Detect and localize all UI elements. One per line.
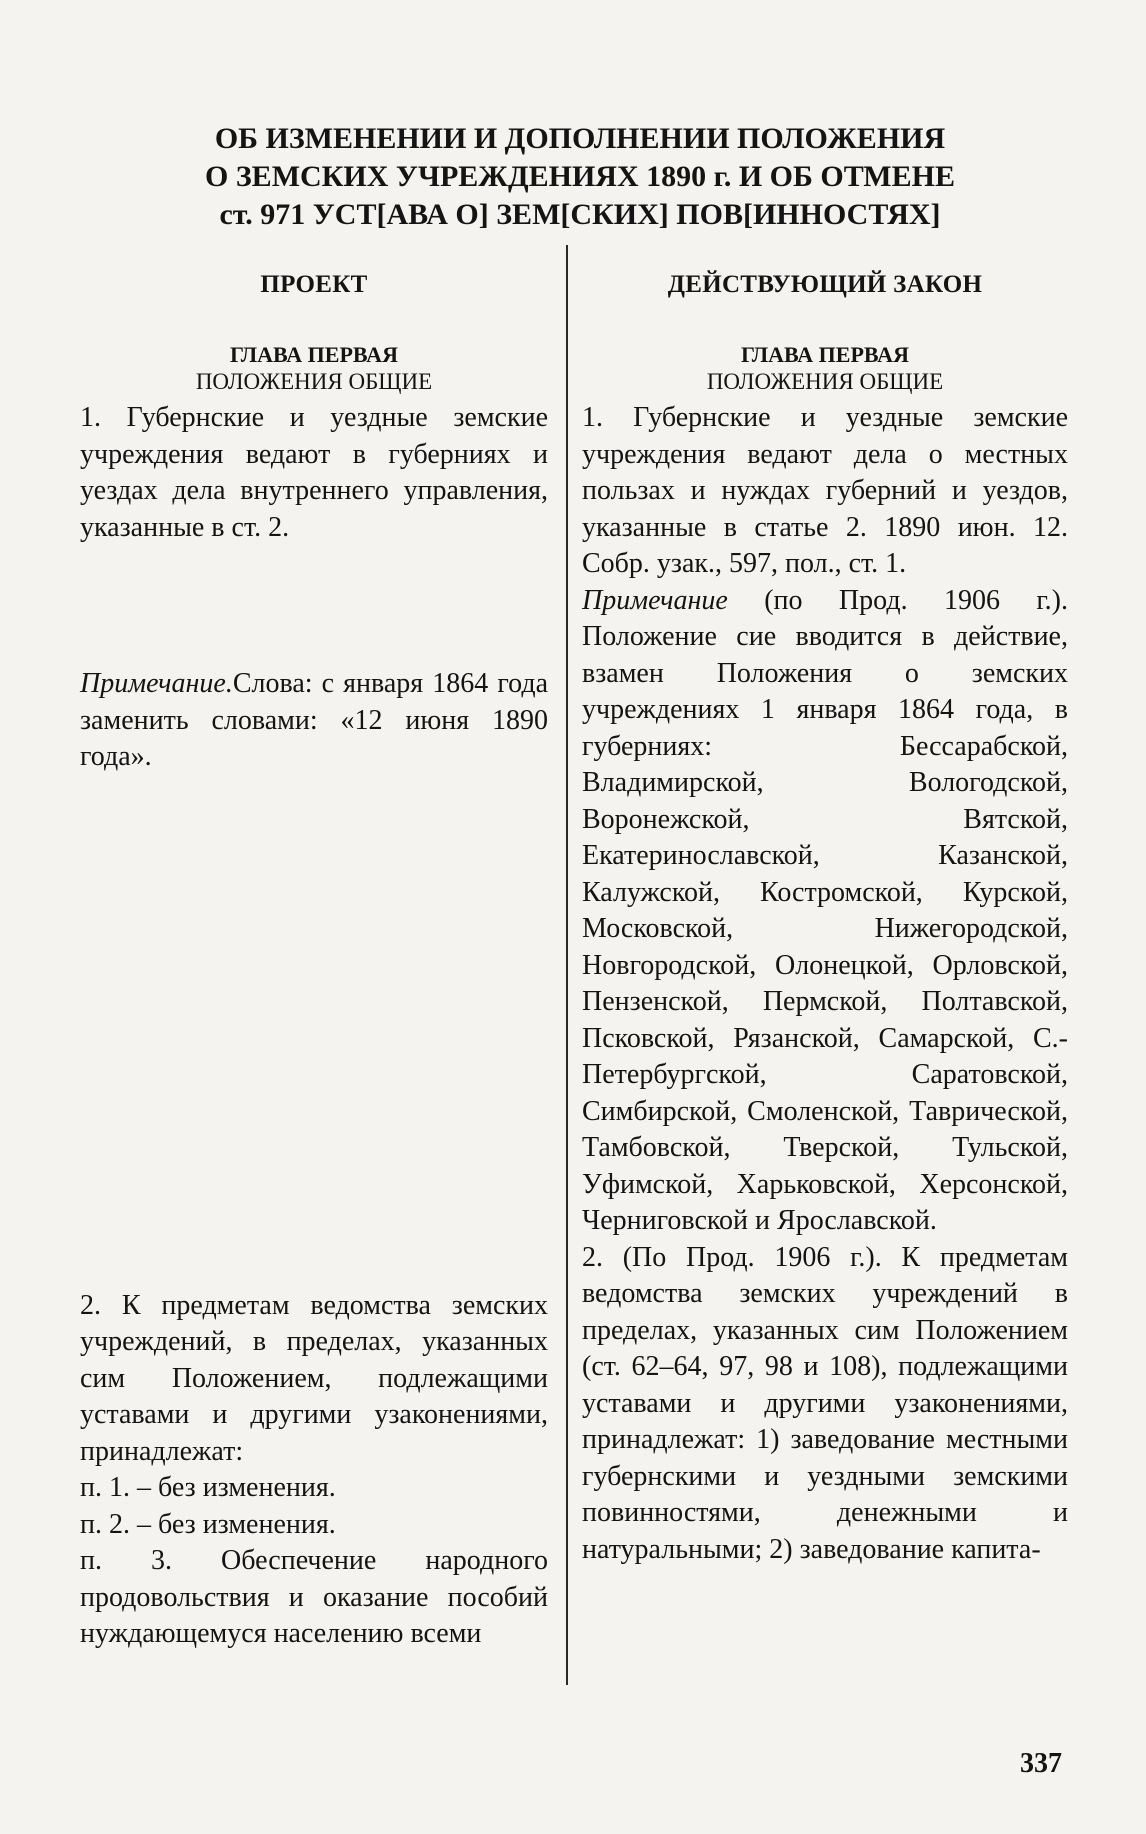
right-note-label: Примечание (582, 584, 728, 616)
title-line-1: ОБ ИЗМЕНЕНИИ И ДОПОЛНЕНИИ ПОЛОЖЕНИЯ (214, 122, 946, 155)
right-column (582, 270, 1068, 1568)
left-column-heading: ПРОЕКТ (260, 271, 368, 298)
left-note-text: Слова: с января 1864 года заменить словами: «12 июня 1890 года». (80, 668, 548, 772)
page-title (140, 120, 1020, 234)
left-spacer-2 (80, 776, 548, 1288)
left-column (80, 270, 548, 1653)
right-chapter-subtitle: ПОЛОЖЕНИЯ ОБЩИЕ (706, 369, 944, 394)
left-article-1: 1. Губернские и уездные земские учреждения ведают в губерниях и уездах дела внутреннего управления, указанные в ст. 2. (80, 402, 548, 543)
left-note (80, 666, 548, 776)
right-note-text: (по Прод. 1906 г.). Положение сие вводится в действие, взамен Положения о земских учреждениях 1 января 1864 года, в губерниях: Бессарабской, Владимирской, Вологодской, Воронежской, Вятской, Екатеринославской, Казанской, Калужской, Костромской, Курской, Московской, Нижегородской, Новгородской, Олонецкой, Орловской, Пензенской, Пермской, Полтавской, Псковской, Рязанской, Самарской, С.-Петербургской, Саратовской, Симбирской, Смоленской, Таврической, Тамбовской, Тверской, Тульской, Уфимской, Харьковской, Херсонской, Черниговской и Ярославской. (582, 584, 1068, 1236)
left-spacer-1 (80, 546, 548, 666)
title-line-3: ст. 971 УСТ[АВА О] ЗЕМ[СКИХ] ПОВ[ИННОСТЯХ] (219, 198, 941, 231)
left-chapter-title: ГЛАВА ПЕРВАЯ (230, 342, 398, 367)
right-article-1: 1. Губернские и уездные земские учреждения ведают дела о местных пользах и нуждах губерний и уездов, указанные в статье 2. 1890 июн. 12. Собр. узак., 597, пол., ст. 1. (582, 402, 1068, 579)
right-article-2: 2. (По Прод. 1906 г.). К предметам ведомства земских учреждений в пределах, указанных сим Положением (ст. 62–64, 97, 98 и 108), подлежащими уставами и другими узаконениями, принадлежат: 1) заведование местными губернскими и уездными земскими повинностями, денежными и натуральными; 2) заведование капита- (582, 1241, 1068, 1565)
column-divider (566, 245, 568, 1685)
page-number: 337 (1020, 1748, 1062, 1779)
left-article-2: 2. К предметам ведомства земских учреждений, в пределах, указанных сим Положением, подлежащими уставами и другими узаконениями, принадлежат: (80, 1289, 548, 1467)
title-line-2: О ЗЕМСКИХ УЧРЕЖДЕНИЯХ 1890 г. И ОБ ОТМЕНЕ (205, 160, 955, 193)
left-item-2: п. 2. – без изменения. (80, 1508, 336, 1540)
left-chapter-subtitle: ПОЛОЖЕНИЯ ОБЩИЕ (195, 369, 433, 394)
left-item-1: п. 1. – без изменения. (80, 1472, 336, 1503)
left-note-label: Примечание. (80, 668, 233, 699)
right-chapter-title: ГЛАВА ПЕРВАЯ (741, 342, 909, 367)
left-item-3: п. 3. Обеспечение народного продовольствия и оказание пособий нуждающемуся населению всеми (80, 1545, 548, 1649)
right-column-heading: ДЕЙСТВУЮЩИЙ ЗАКОН (667, 271, 983, 298)
right-note (582, 583, 1068, 1240)
